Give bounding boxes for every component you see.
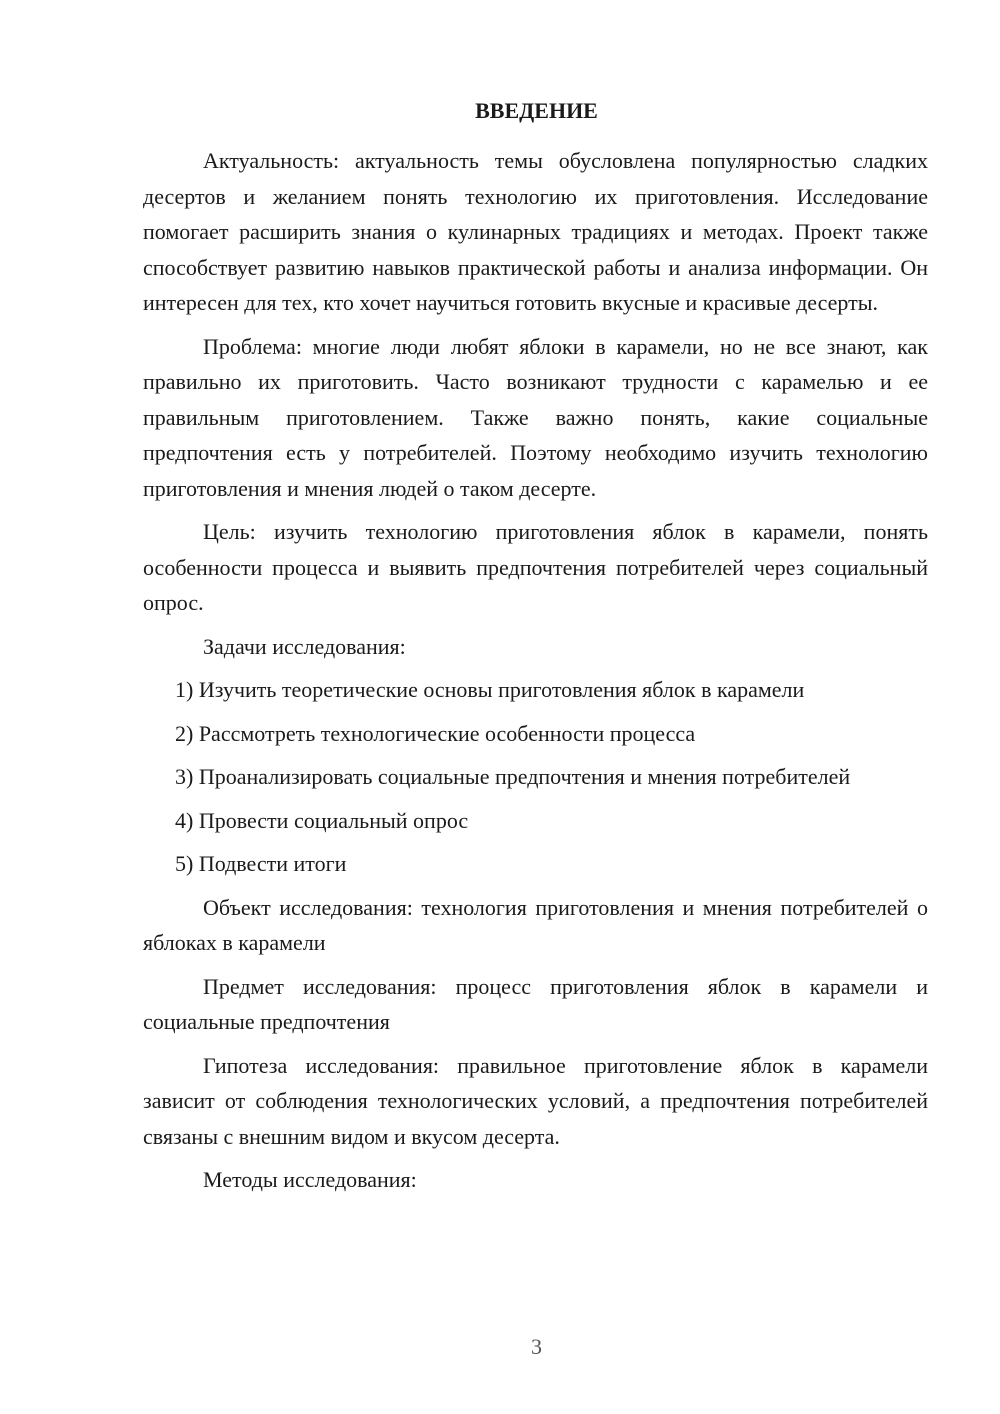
methods-heading: Методы исследования: [203,1167,417,1192]
page-number: 3 [531,1334,542,1359]
subject-paragraph: Предмет исследования: процесс приготовления яблок в карамели и социальные предпочтения [143,973,928,1034]
document-body [143,143,928,1198]
relevance-paragraph: Актуальность: актуальность темы обусловлена популярностью сладких десертов и желанием понять технологию их приготовления. Исследование помогает расширить знания о кулинарных традициях и методах. Проект также способствует развитию навыков практической работы и анализа информации. Он интересен для тех, кто хочет научиться готовить вкусные и красивые десерты. [143,148,928,315]
task-item-5: 5) Подвести итоги [175,851,347,876]
tasks-heading: Задачи исследования: [203,633,406,659]
section-title: ВВЕДЕНИЕ [475,98,598,123]
task-item-3: 3) Проанализировать социальные предпочтения и мнения потребителей [175,764,851,789]
task-item-1: 1) Изучить теоретические основы приготовления яблок в карамели [175,677,805,702]
task-item-4: 4) Провести социальный опрос [175,807,469,833]
object-paragraph: Объект исследования: технология приготовления и мнения потребителей о яблоках в карамели [143,894,928,955]
task-item-2: 2) Рассмотреть технологические особенности процесса [175,720,696,746]
problem-paragraph: Проблема: многие люди любят яблоки в карамели, но не все знают, как правильно их приготовить. Часто возникают трудности с карамелью и ее правильным приготовлением. Также важно понять, какие социальные предпочтения есть у потребителей. Поэтому необходимо изучить технологию приготовления и мнения людей о таком десерте. [143,333,928,501]
goal-paragraph: Цель: изучить технологию приготовления яблок в карамели, понять особенности процесса и выявить предпочтения потребителей через социальный опрос. [143,519,928,615]
hypothesis-paragraph: Гипотеза исследования: правильное приготовление яблок в карамели зависит от соблюдения технологических условий, а предпочтения потребителей связаны с внешним видом и вкусом десерта. [143,1052,928,1149]
